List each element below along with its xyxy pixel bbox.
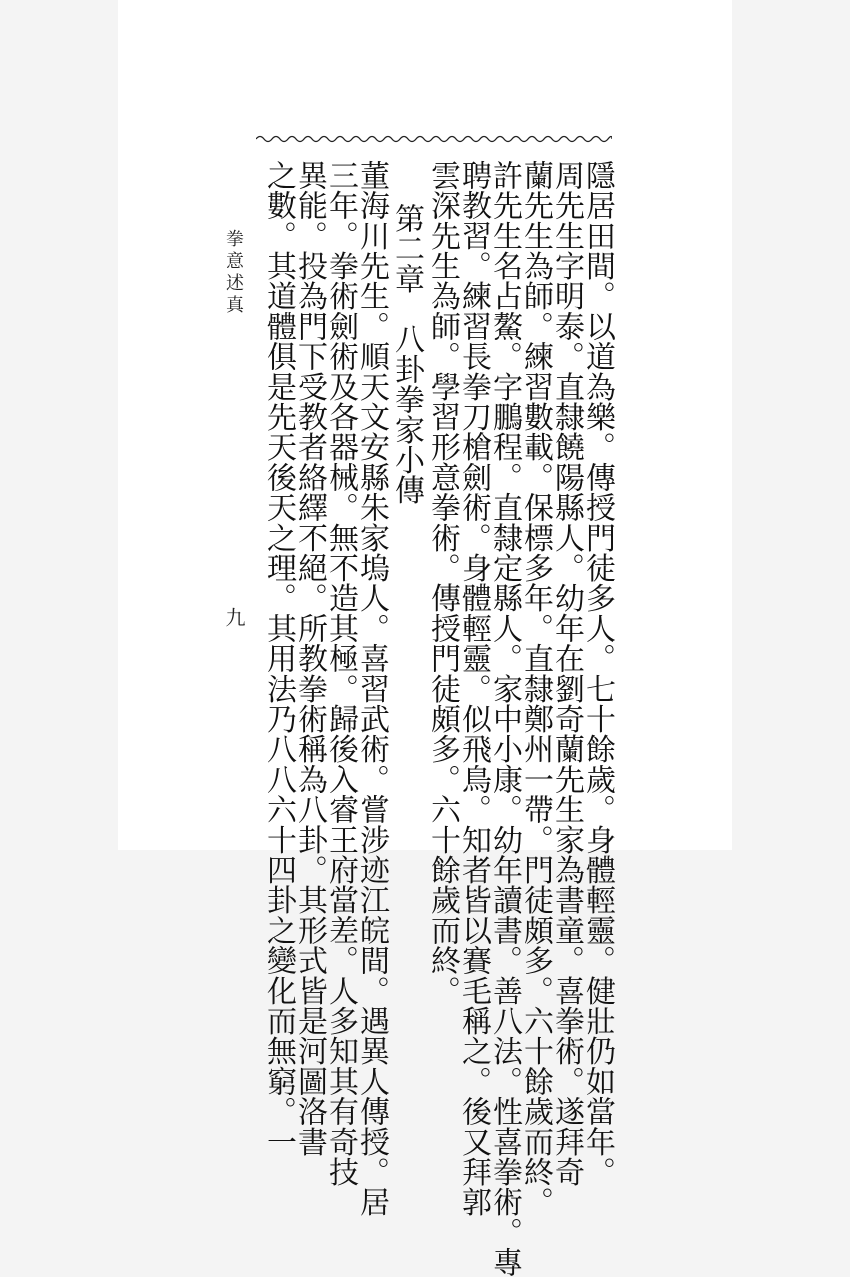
wavy-rule (256, 132, 612, 146)
text-column-3: 蘭先生為師。練習數載。保標多年。直隸鄭州一帶。門徒頗多。六十餘歲而終。 (518, 160, 553, 1217)
text-column-2: 周先生字明泰。直隸饒陽縣人。幼年在劉奇蘭先生家為書童。喜拳術。遂拜奇 (549, 160, 584, 1187)
text-column-4: 許先生名占鰲。字鵬程。直隸定縣人。家中小康。幼年讀書。善八法。性喜拳術。專 (487, 160, 522, 1277)
page-number: 九 (222, 607, 246, 627)
text-column-10: 異能。投為門下受教者絡繹不絕。所教拳術稱為八卦。其形式皆是河圖洛書 (292, 160, 327, 1157)
text-column-5: 聘教習。練習長拳刀槍劍術。身體輕靈。似飛鳥。知者皆以賽毛稱之。後又拜郭 (456, 160, 491, 1217)
text-column-11: 之數。其道體俱是先天後天之理。其用法乃八八六十四卦之變化而無窮。一 (261, 160, 296, 1157)
text-column-8: 董海川先生。順天文安縣朱家塢人。喜習武術。嘗涉迹江皖間。遇異人傳授。居 (354, 160, 389, 1217)
text-column-6: 雲深先生為師。學習形意拳術。傳授門徒頗多。六十餘歲而終。 (425, 160, 460, 1006)
text-column-9: 三年。拳術劍術及各器械。無不造其極。歸後入睿王府當差。人多知其有奇技 (323, 160, 358, 1187)
text-column-1: 隱居田間。以道為樂。傳授門徒多人。七十餘歲。身體輕靈。健壯仍如當年。 (580, 160, 615, 1187)
running-title: 拳意述真 (223, 229, 244, 317)
chapter-heading: 第二章 八卦拳家小傳 (389, 203, 424, 505)
